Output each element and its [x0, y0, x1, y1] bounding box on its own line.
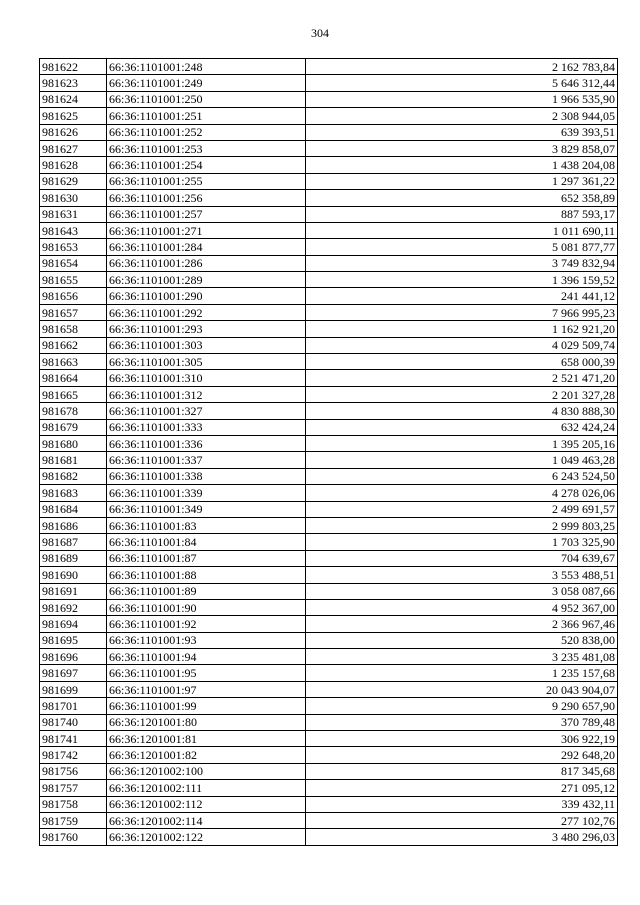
- row-id-cell: 981665: [40, 386, 107, 402]
- value-cell: 3 749 832,94: [306, 255, 618, 271]
- table-row: [40, 75, 618, 91]
- table-row: [40, 583, 618, 599]
- row-id-cell: 981699: [40, 681, 107, 697]
- row-id-cell: 981654: [40, 255, 107, 271]
- value-cell: 2 499 691,57: [306, 501, 618, 517]
- cadastral-number-cell: 66:36:1101001:84: [107, 534, 306, 550]
- row-id-cell: 981623: [40, 75, 107, 91]
- cadastral-number-cell: 66:36:1101001:339: [107, 485, 306, 501]
- value-cell: 7 966 995,23: [306, 304, 618, 320]
- value-cell: 4 830 888,30: [306, 403, 618, 419]
- value-cell: 3 235 481,08: [306, 649, 618, 665]
- row-id-cell: 981756: [40, 763, 107, 779]
- table-row: [40, 304, 618, 320]
- table-row: [40, 321, 618, 337]
- table-body: [40, 59, 618, 846]
- row-id-cell: 981740: [40, 714, 107, 730]
- cadastral-number-cell: 66:36:1101001:336: [107, 435, 306, 451]
- cadastral-number-cell: 66:36:1101001:284: [107, 239, 306, 255]
- value-cell: 2 521 471,20: [306, 370, 618, 386]
- table-row: [40, 534, 618, 550]
- cadastral-number-cell: 66:36:1101001:97: [107, 681, 306, 697]
- cadastral-number-cell: 66:36:1101001:310: [107, 370, 306, 386]
- table-row: [40, 829, 618, 845]
- value-cell: 1 703 325,90: [306, 534, 618, 550]
- row-id-cell: 981628: [40, 157, 107, 173]
- table-row: [40, 763, 618, 779]
- row-id-cell: 981759: [40, 812, 107, 828]
- cadastral-number-cell: 66:36:1101001:271: [107, 222, 306, 238]
- row-id-cell: 981626: [40, 124, 107, 140]
- row-id-cell: 981681: [40, 452, 107, 468]
- row-id-cell: 981653: [40, 239, 107, 255]
- cadastral-number-cell: 66:36:1201002:100: [107, 763, 306, 779]
- value-cell: 241 441,12: [306, 288, 618, 304]
- row-id-cell: 981622: [40, 59, 107, 75]
- row-id-cell: 981629: [40, 173, 107, 189]
- table-row: [40, 222, 618, 238]
- value-cell: 2 366 967,46: [306, 616, 618, 632]
- table-row: [40, 796, 618, 812]
- cadastral-number-cell: 66:36:1201001:80: [107, 714, 306, 730]
- table-row: [40, 157, 618, 173]
- table-row: [40, 550, 618, 566]
- value-cell: 9 290 657,90: [306, 698, 618, 714]
- row-id-cell: 981655: [40, 272, 107, 288]
- cadastral-number-cell: 66:36:1101001:337: [107, 452, 306, 468]
- table-row: [40, 649, 618, 665]
- row-id-cell: 981687: [40, 534, 107, 550]
- table-row: [40, 124, 618, 140]
- row-id-cell: 981656: [40, 288, 107, 304]
- cadastral-number-cell: 66:36:1101001:252: [107, 124, 306, 140]
- table-row: [40, 288, 618, 304]
- table-row: [40, 91, 618, 107]
- row-id-cell: 981657: [40, 304, 107, 320]
- cadastral-number-cell: 66:36:1101001:305: [107, 354, 306, 370]
- row-id-cell: 981691: [40, 583, 107, 599]
- row-id-cell: 981631: [40, 206, 107, 222]
- cadastral-number-cell: 66:36:1101001:89: [107, 583, 306, 599]
- cadastral-number-cell: 66:36:1101001:338: [107, 468, 306, 484]
- row-id-cell: 981690: [40, 567, 107, 583]
- table-row: [40, 386, 618, 402]
- value-cell: 639 393,51: [306, 124, 618, 140]
- cadastral-number-cell: 66:36:1101001:286: [107, 255, 306, 271]
- cadastral-number-cell: 66:36:1201002:111: [107, 780, 306, 796]
- row-id-cell: 981663: [40, 354, 107, 370]
- cadastral-number-cell: 66:36:1101001:303: [107, 337, 306, 353]
- cadastral-number-cell: 66:36:1101001:83: [107, 517, 306, 533]
- cadastral-number-cell: 66:36:1101001:257: [107, 206, 306, 222]
- row-id-cell: 981760: [40, 829, 107, 845]
- value-cell: 5 646 312,44: [306, 75, 618, 91]
- row-id-cell: 981658: [40, 321, 107, 337]
- row-id-cell: 981686: [40, 517, 107, 533]
- cadastral-number-cell: 66:36:1101001:333: [107, 419, 306, 435]
- cadastral-number-cell: 66:36:1101001:90: [107, 599, 306, 615]
- table-row: [40, 632, 618, 648]
- table-row: [40, 272, 618, 288]
- row-id-cell: 981695: [40, 632, 107, 648]
- value-cell: 652 358,89: [306, 190, 618, 206]
- cadastral-number-cell: 66:36:1101001:92: [107, 616, 306, 632]
- row-id-cell: 981741: [40, 731, 107, 747]
- table-row: [40, 173, 618, 189]
- value-cell: 1 162 921,20: [306, 321, 618, 337]
- value-cell: 20 043 904,07: [306, 681, 618, 697]
- cadastral-number-cell: 66:36:1201002:112: [107, 796, 306, 812]
- row-id-cell: 981683: [40, 485, 107, 501]
- value-cell: 370 789,48: [306, 714, 618, 730]
- value-cell: 271 095,12: [306, 780, 618, 796]
- cadastral-number-cell: 66:36:1201002:114: [107, 812, 306, 828]
- row-id-cell: 981694: [40, 616, 107, 632]
- value-cell: 306 922,19: [306, 731, 618, 747]
- cadastral-number-cell: 66:36:1101001:88: [107, 567, 306, 583]
- value-cell: 3 058 087,66: [306, 583, 618, 599]
- cadastral-number-cell: 66:36:1101001:256: [107, 190, 306, 206]
- value-cell: 2 162 783,84: [306, 59, 618, 75]
- cadastral-number-cell: 66:36:1101001:248: [107, 59, 306, 75]
- value-cell: 520 838,00: [306, 632, 618, 648]
- table-row: [40, 140, 618, 156]
- value-cell: 2 201 327,28: [306, 386, 618, 402]
- value-cell: 1 297 361,22: [306, 173, 618, 189]
- value-cell: 4 952 367,00: [306, 599, 618, 615]
- value-cell: 5 081 877,77: [306, 239, 618, 255]
- table-row: [40, 419, 618, 435]
- value-cell: 6 243 524,50: [306, 468, 618, 484]
- table-row: [40, 337, 618, 353]
- value-cell: 3 553 488,51: [306, 567, 618, 583]
- cadastral-number-cell: 66:36:1101001:87: [107, 550, 306, 566]
- table-row: [40, 665, 618, 681]
- cadastral-number-cell: 66:36:1101001:292: [107, 304, 306, 320]
- value-cell: 4 029 509,74: [306, 337, 618, 353]
- row-id-cell: 981625: [40, 108, 107, 124]
- value-cell: 1 011 690,11: [306, 222, 618, 238]
- table-row: [40, 403, 618, 419]
- row-id-cell: 981662: [40, 337, 107, 353]
- cadastral-number-cell: 66:36:1101001:251: [107, 108, 306, 124]
- row-id-cell: 981678: [40, 403, 107, 419]
- table-row: [40, 239, 618, 255]
- table-row: [40, 714, 618, 730]
- value-cell: 1 235 157,68: [306, 665, 618, 681]
- table-row: [40, 599, 618, 615]
- value-cell: 3 829 858,07: [306, 140, 618, 156]
- table-row: [40, 501, 618, 517]
- value-cell: 3 480 296,03: [306, 829, 618, 845]
- table-row: [40, 616, 618, 632]
- row-id-cell: 981627: [40, 140, 107, 156]
- value-cell: 1 395 205,16: [306, 435, 618, 451]
- cadastral-number-cell: 66:36:1101001:312: [107, 386, 306, 402]
- table-row: [40, 370, 618, 386]
- value-cell: 2 308 944,05: [306, 108, 618, 124]
- page-number: 304: [311, 26, 329, 40]
- cadastral-number-cell: 66:36:1101001:250: [107, 91, 306, 107]
- row-id-cell: 981624: [40, 91, 107, 107]
- cadastral-number-cell: 66:36:1101001:253: [107, 140, 306, 156]
- cadastral-number-cell: 66:36:1101001:293: [107, 321, 306, 337]
- row-id-cell: 981682: [40, 468, 107, 484]
- cadastral-number-cell: 66:36:1101001:349: [107, 501, 306, 517]
- table-row: [40, 747, 618, 763]
- table-row: [40, 485, 618, 501]
- row-id-cell: 981692: [40, 599, 107, 615]
- cadastral-number-cell: 66:36:1101001:95: [107, 665, 306, 681]
- row-id-cell: 981742: [40, 747, 107, 763]
- table-row: [40, 698, 618, 714]
- cadastral-number-cell: 66:36:1101001:327: [107, 403, 306, 419]
- row-id-cell: 981679: [40, 419, 107, 435]
- value-cell: 658 000,39: [306, 354, 618, 370]
- row-id-cell: 981757: [40, 780, 107, 796]
- cadastral-number-cell: 66:36:1101001:254: [107, 157, 306, 173]
- table-row: [40, 731, 618, 747]
- table-row: [40, 780, 618, 796]
- value-cell: 1 966 535,90: [306, 91, 618, 107]
- row-id-cell: 981643: [40, 222, 107, 238]
- cadastral-number-cell: 66:36:1101001:99: [107, 698, 306, 714]
- table-row: [40, 59, 618, 75]
- row-id-cell: 981680: [40, 435, 107, 451]
- value-cell: 887 593,17: [306, 206, 618, 222]
- cadastral-number-cell: 66:36:1201002:122: [107, 829, 306, 845]
- table-row: [40, 206, 618, 222]
- value-cell: 277 102,76: [306, 812, 618, 828]
- table-row: [40, 681, 618, 697]
- value-cell: 704 639,67: [306, 550, 618, 566]
- cadastral-number-cell: 66:36:1201001:82: [107, 747, 306, 763]
- cadastral-number-cell: 66:36:1101001:289: [107, 272, 306, 288]
- row-id-cell: 981689: [40, 550, 107, 566]
- table-row: [40, 812, 618, 828]
- value-cell: 292 648,20: [306, 747, 618, 763]
- row-id-cell: 981664: [40, 370, 107, 386]
- cadastral-number-cell: 66:36:1101001:290: [107, 288, 306, 304]
- value-cell: 2 999 803,25: [306, 517, 618, 533]
- value-cell: 1 396 159,52: [306, 272, 618, 288]
- table-row: [40, 452, 618, 468]
- table-row: [40, 108, 618, 124]
- value-cell: 817 345,68: [306, 763, 618, 779]
- table-row: [40, 435, 618, 451]
- value-cell: 4 278 026,06: [306, 485, 618, 501]
- table-row: [40, 354, 618, 370]
- cadastral-number-cell: 66:36:1101001:255: [107, 173, 306, 189]
- row-id-cell: 981701: [40, 698, 107, 714]
- row-id-cell: 981696: [40, 649, 107, 665]
- value-cell: 632 424,24: [306, 419, 618, 435]
- value-cell: 339 432,11: [306, 796, 618, 812]
- value-cell: 1 438 204,08: [306, 157, 618, 173]
- table-row: [40, 517, 618, 533]
- table-row: [40, 468, 618, 484]
- row-id-cell: 981758: [40, 796, 107, 812]
- row-id-cell: 981684: [40, 501, 107, 517]
- table-row: [40, 255, 618, 271]
- cadastral-number-cell: 66:36:1101001:94: [107, 649, 306, 665]
- cadastral-number-cell: 66:36:1101001:249: [107, 75, 306, 91]
- row-id-cell: 981697: [40, 665, 107, 681]
- data-table: [39, 58, 618, 846]
- value-cell: 1 049 463,28: [306, 452, 618, 468]
- table-row: [40, 567, 618, 583]
- table-row: [40, 190, 618, 206]
- cadastral-number-cell: 66:36:1101001:93: [107, 632, 306, 648]
- cadastral-number-cell: 66:36:1201001:81: [107, 731, 306, 747]
- row-id-cell: 981630: [40, 190, 107, 206]
